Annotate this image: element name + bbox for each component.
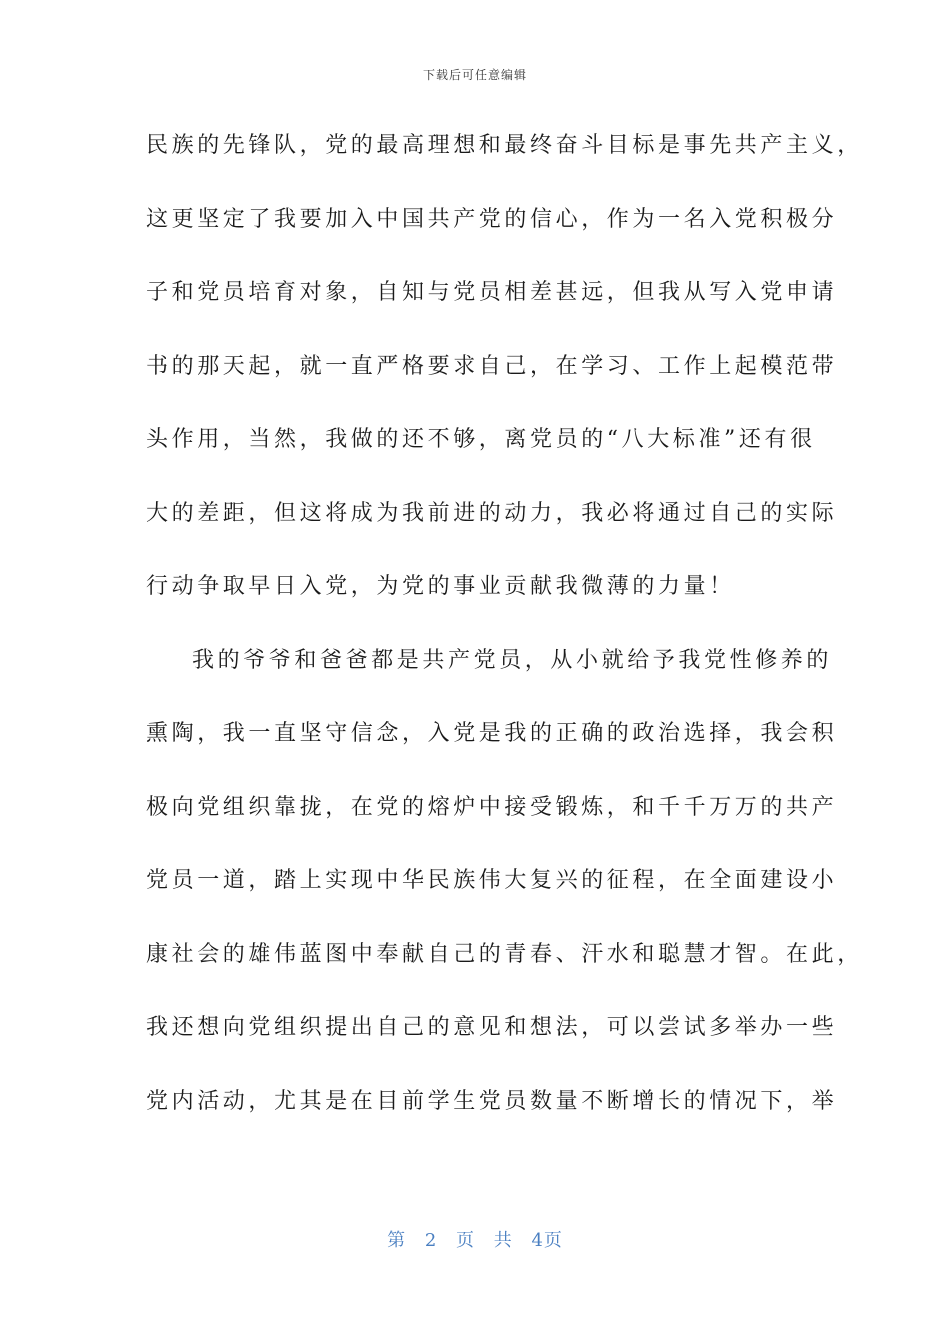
current-page-number: 2 <box>424 1230 438 1251</box>
text-line: 书的那天起，就一直严格要求自己，在学习、工作上起模范带 <box>146 353 838 379</box>
header-note: 下载后可任意编辑 <box>422 68 527 82</box>
text-line: 行动争取早日入党，为党的事业贡献我微薄的力量！ <box>146 574 735 599</box>
text-line: 头作用，当然，我做的还不够，离党员的“八大标准”还有很 <box>146 427 816 452</box>
text-line: 党内活动，尤其是在目前学生党员数量不断增长的情况下，举 <box>146 1088 838 1114</box>
paragraph-start-line: 我的爷爷和爸爸都是共产党员，从小就给予我党性修养的 <box>192 647 833 673</box>
text-line: 民族的先锋队，党的最高理想和最终奋斗目标是事先共产主义， <box>146 133 863 158</box>
text-line: 这更坚定了我要加入中国共产党的信心，作为一名入党积极分 <box>146 206 838 232</box>
text-line: 熏陶，我一直坚守信念，入党是我的正确的政治选择，我会积 <box>146 721 838 746</box>
page-footer <box>0 1226 950 1252</box>
text-line: 极向党组织靠拢，在党的熔炉中接受锻炼，和千千万万的共产 <box>146 794 838 820</box>
footer-gong: 共 <box>493 1230 513 1251</box>
text-line: 子和党员培育对象，自知与党员相差甚远，但我从写入党申请 <box>146 280 838 305</box>
text-line: 党员一道，踏上实现中华民族伟大复兴的征程，在全面建设小 <box>146 868 838 893</box>
text-line: 大的差距，但这将成为我前进的动力，我必将通过自己的实际 <box>146 500 838 526</box>
text-line: 我还想向党组织提出自己的意见和想法，可以尝试多举办一些 <box>146 1015 838 1040</box>
footer-di: 第 <box>387 1230 407 1251</box>
total-pages: 4页 <box>531 1230 563 1251</box>
text-line: 康社会的雄伟蓝图中奉献自己的青春、汗水和聪慧才智。在此， <box>146 941 863 967</box>
document-body <box>146 122 863 1151</box>
footer-ye: 页 <box>456 1230 475 1251</box>
